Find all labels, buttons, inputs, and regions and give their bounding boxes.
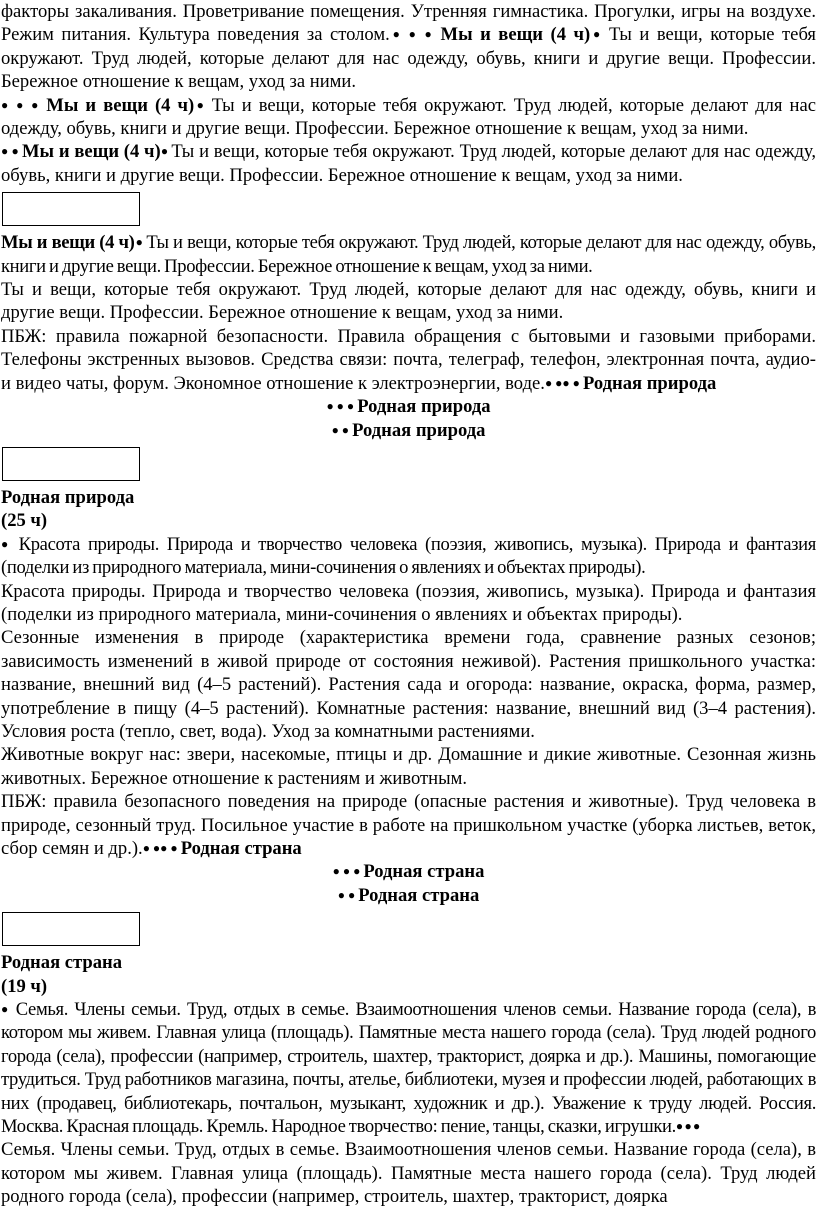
bullet-marker: ●: [590, 27, 609, 42]
bullet-marker: ●: [1, 536, 19, 551]
paragraph: [1, 790, 816, 860]
bullet-marker: ● ●● ●: [142, 841, 181, 855]
bullet-marker: ●: [134, 235, 147, 250]
paragraph: [1, 140, 816, 187]
bold-text: Родная природа: [352, 419, 486, 441]
section-heading: [1, 419, 816, 442]
paragraph: [1, 580, 816, 627]
bullet-marker: ● ● ●: [332, 864, 364, 879]
text-run: Красота природы. Природа и творчество человека (поэзия, живопись, музыка). Природа и фантазия (поделки из природного материала, мини-сочинения о явлениях и объектах природы).: [1, 580, 816, 625]
empty-frame-box: [2, 192, 140, 226]
bold-text: Мы и вещи (4 ч): [22, 141, 161, 163]
bullet-marker: ● ●: [331, 422, 353, 437]
bullet-marker: ● ● ●: [326, 399, 358, 414]
text-run: Животные вокруг нас: звери, насекомые, птицы и др. Домашние и дикие животные. Сезонная жизнь животных. Бережное отношение к растениям и животным.: [1, 744, 816, 789]
bullet-marker: ● ●● ●: [544, 375, 583, 390]
bold-text: (25 ч): [1, 510, 48, 532]
text-run: Семья. Члены семьи. Труд, отдых в семье. Взаимоотношения членов семьи. Название города (села), в котором мы живем. Главная улица (площадь). Памятные места нашего города (села). Труд людей родного города (села), профессии (например, строитель, шахтер, тракторист, доярка и др.). Машины, помогающие трудиться. Труд работников магазина, почты, ателье, библиотеки, музея и профессии людей, работающих в них (продавец, библиотекарь, почтальон, музыкант, художник и др.). Уважение к труду людей. Россия. Москва. Красная площадь. Кремль. Народное творчество: пение, танцы, сказки, игрушки.: [1, 999, 816, 1138]
bold-text: Мы и вещи (4 ч): [440, 24, 591, 46]
bullet-marker: ●: [194, 97, 212, 112]
text-run: Красота природы. Природа и творчество человека (поэзия, живопись, музыка). Природа и фантазия (поделки из природного материала, мини-сочинения о явлениях и объектах природы).: [1, 533, 816, 579]
paragraph: [1, 325, 816, 395]
text-run: Ты и вещи, которые тебя окружают. Труд людей, которые делают для нас одежду, обувь, книги и другие вещи. Профессии. Бережное отношение к вещам, уход за ними.: [1, 24, 816, 93]
empty-frame-box: [2, 447, 140, 481]
paragraph: [1, 278, 816, 325]
text-run: Ты и вещи, которые тебя окружают. Труд людей, которые делают для нас одежду, обувь, книги и другие вещи. Профессии. Бережное отношение к вещам, уход за ними.: [1, 232, 816, 277]
text-run: факторы закаливания. Проветривание помещения. Утренняя гимнастика. Прогулки, игры на воздухе. Режим питания. Культура поведения за столом.: [1, 1, 816, 46]
section-heading: [1, 860, 816, 883]
bullet-marker: ●: [160, 144, 172, 159]
bold-text: Родная страна: [358, 884, 480, 906]
text-run: ПБЖ: правила пожарной безопасности. Правила обращения с бытовыми и газовыми приборами. Телефоны экстренных вызовов. Средства связи: почта, телеграф, телефон, электронная почта, аудио- и видео чаты, форум. Экономное отношение к электроэнергии, воде.: [1, 325, 816, 394]
paragraph: [1, 486, 816, 509]
paragraph: [1, 998, 816, 1138]
bullet-marker: ● ● ●: [389, 27, 441, 42]
paragraph: [1, 231, 816, 278]
paragraph: [1, 626, 816, 743]
paragraph: [1, 951, 816, 974]
section-heading: [1, 395, 816, 418]
bullet-marker: ● ●: [337, 887, 359, 902]
text-run: Ты и вещи, которые тебя окружают. Труд людей, которые делают для нас одежду, обувь, книги и другие вещи. Профессии. Бережное отношение к вещам, уход за ними.: [1, 94, 816, 140]
paragraph: [1, 743, 816, 790]
text-run: Ты и вещи, которые тебя окружают. Труд людей, которые делают для нас одежду, обувь, книги и другие вещи. Профессии. Бережное отношение к вещам, уход за ними.: [1, 141, 816, 186]
bold-text: Родная страна: [180, 838, 302, 859]
bullet-marker: ●: [1, 1002, 16, 1017]
bold-text: Мы и вещи (4 ч): [1, 232, 135, 254]
paragraph: [1, 94, 816, 141]
section-heading: [1, 884, 816, 907]
bold-text: Мы и вещи (4 ч): [46, 94, 195, 116]
text-run: Сезонные изменения в природе (характеристика времени года, сравнение разных сезонов; зависимость изменений в живой природе от состояния неживой). Растения пришкольного участка: название, внешний вид (4–5 растений). Растения сада и огорода: название, окраска, форма, размер, употребление в пищу (4–5 растений). Комнатные растения: название, внешний вид (3–4 растения). Условия роста (тепло, свет, вода). Уход за комнатными растениями.: [1, 627, 816, 742]
bold-text: (19 ч): [1, 975, 48, 997]
bullet-marker: ● ● ●: [1, 97, 47, 112]
paragraph: [1, 533, 816, 580]
bold-text: Родная природа: [357, 396, 491, 418]
bold-text: Родная природа: [1, 486, 135, 508]
paragraph: [1, 0, 816, 94]
paragraph: [1, 975, 816, 998]
text-run: Ты и вещи, которые тебя окружают. Труд людей, которые делают для нас одежду, обувь, книги и другие вещи. Профессии. Бережное отношение к вещам, уход за ними.: [1, 279, 816, 324]
paragraph: [1, 1138, 816, 1208]
paragraph: [1, 509, 816, 532]
bullet-marker: ● ● ●: [675, 1119, 700, 1134]
text-run: Семья. Члены семьи. Труд, отдых в семье. Взаимоотношения членов семьи. Название города (села), в котором мы живем. Главная улица (площадь). Памятные места нашего города (села). Труд людей родного города (села), профессии (например, строитель, шахтер, тракторист, доярка: [1, 1139, 816, 1208]
bold-text: Родная страна: [363, 861, 485, 883]
empty-frame-box: [2, 912, 140, 946]
text-run: ПБЖ: правила безопасного поведения на природе (опасные растения и животные). Труд человека в природе, сезонный труд. Посильное участие в работе на пришкольном участке (уборка листьев, веток, сбор семян и др.).: [1, 791, 816, 859]
bold-text: Родная природа: [582, 372, 717, 394]
bold-text: Родная страна: [1, 952, 123, 974]
bullet-marker: ● ●: [1, 144, 22, 159]
